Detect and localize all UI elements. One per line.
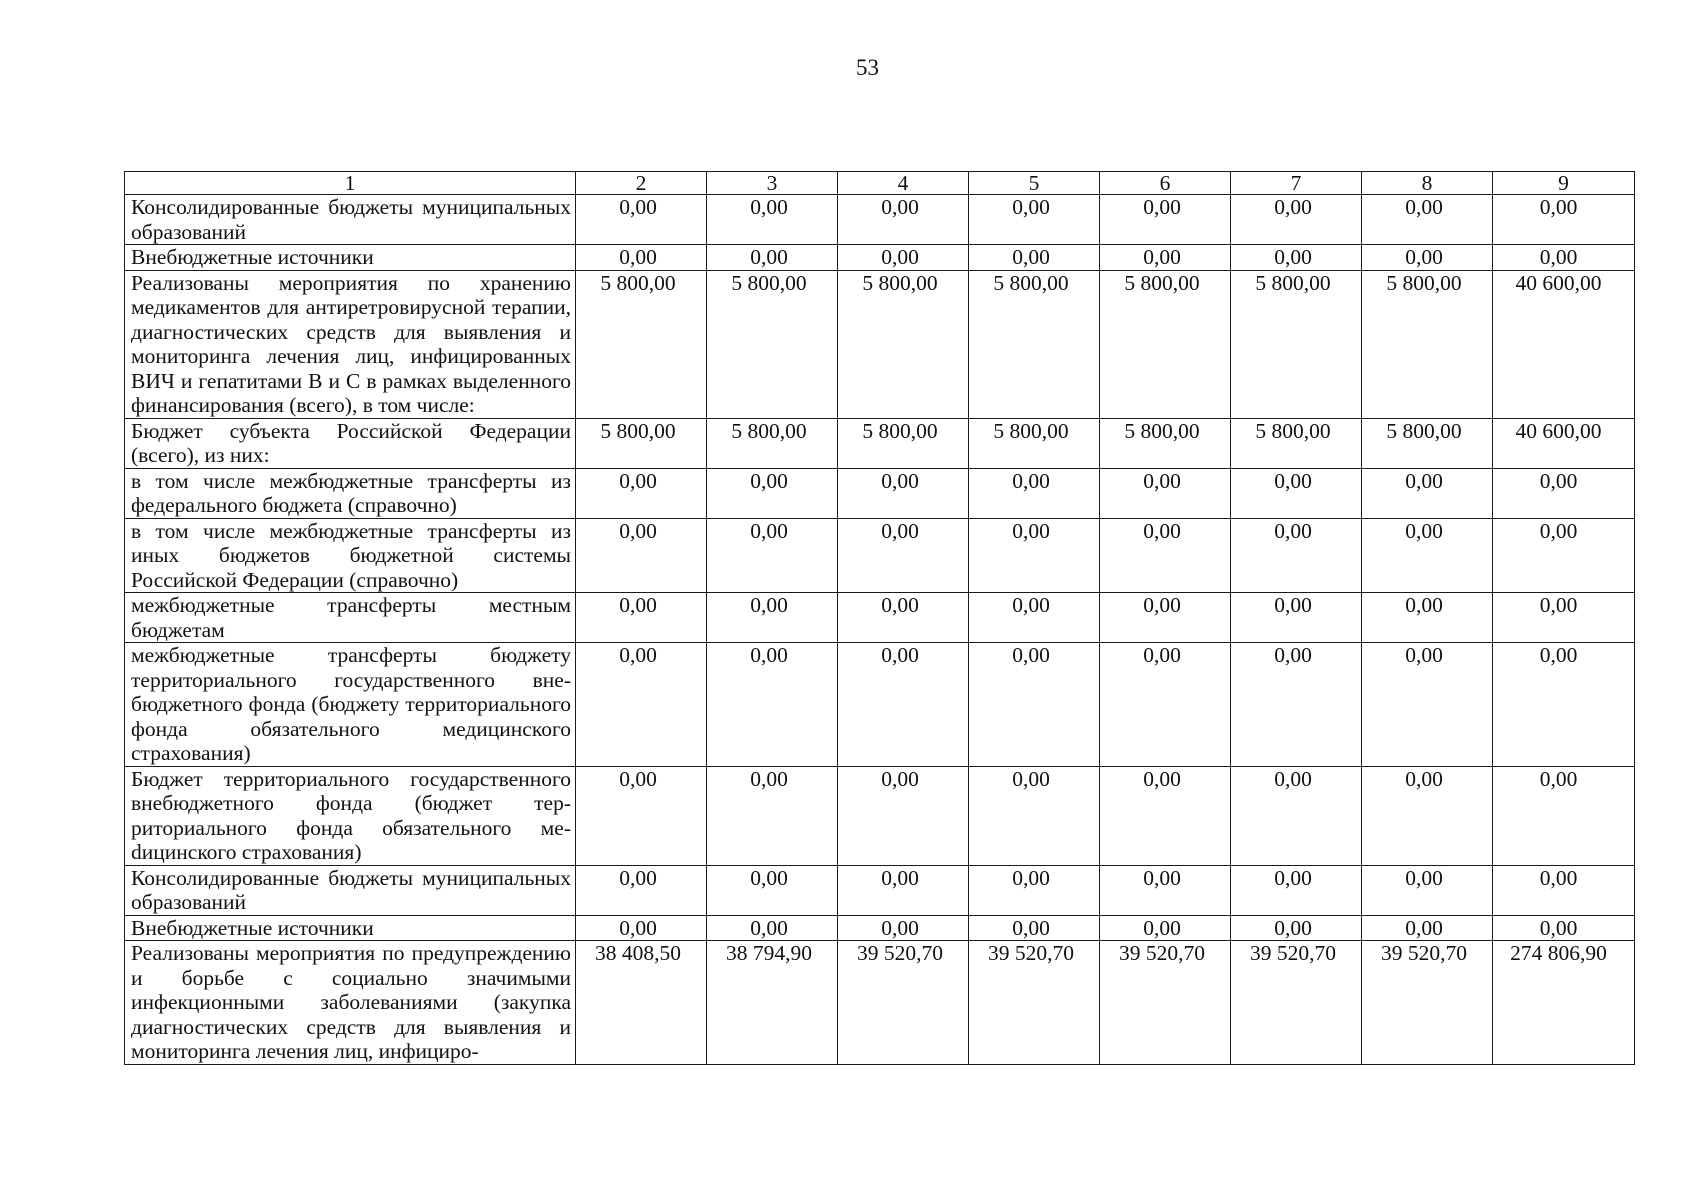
cell-value: 0,00	[1362, 468, 1493, 518]
cell-value: 0,00	[1100, 643, 1231, 767]
column-number: 7	[1231, 172, 1362, 195]
cell-value: 0,00	[969, 643, 1100, 767]
cell-value: 0,00	[969, 915, 1100, 941]
column-number: 6	[1100, 172, 1231, 195]
table-row	[125, 941, 1635, 1065]
cell-value: 0,00	[707, 643, 838, 767]
row-label: Консолидированные бюджеты муниципальных образований	[125, 195, 576, 245]
table-row	[125, 245, 1635, 271]
cell-value: 0,00	[838, 766, 969, 865]
column-number: 4	[838, 172, 969, 195]
cell-value: 0,00	[1362, 518, 1493, 593]
cell-value: 0,00	[1100, 195, 1231, 245]
cell-value: 0,00	[1100, 766, 1231, 865]
table-row	[125, 766, 1635, 865]
cell-value: 0,00	[1231, 766, 1362, 865]
cell-value: 39 520,70	[838, 941, 969, 1065]
cell-value: 5 800,00	[707, 270, 838, 418]
cell-value: 0,00	[969, 195, 1100, 245]
cell-value: 0,00	[707, 593, 838, 643]
row-label: в том числе межбюджетные трансферты из федерального бюджета (справочно)	[125, 468, 576, 518]
cell-value: 40 600,00	[1493, 270, 1635, 418]
cell-value: 5 800,00	[1362, 418, 1493, 468]
budget-table	[124, 171, 1635, 1065]
cell-value: 5 800,00	[576, 418, 707, 468]
cell-value: 5 800,00	[969, 270, 1100, 418]
column-number: 5	[969, 172, 1100, 195]
cell-value: 0,00	[576, 518, 707, 593]
cell-value: 0,00	[1362, 865, 1493, 915]
cell-value: 0,00	[707, 245, 838, 271]
cell-value: 0,00	[576, 593, 707, 643]
cell-value: 5 800,00	[1231, 270, 1362, 418]
table-row	[125, 418, 1635, 468]
cell-value: 0,00	[838, 245, 969, 271]
cell-value: 0,00	[1100, 865, 1231, 915]
cell-value: 5 800,00	[1362, 270, 1493, 418]
cell-value: 0,00	[969, 865, 1100, 915]
table-header	[125, 172, 1635, 195]
cell-value: 0,00	[1100, 518, 1231, 593]
cell-value: 0,00	[576, 195, 707, 245]
cell-value: 0,00	[707, 195, 838, 245]
page-number: 53	[856, 55, 879, 80]
cell-value: 0,00	[1493, 766, 1635, 865]
cell-value: 38 408,50	[576, 941, 707, 1065]
table-row	[125, 915, 1635, 941]
cell-value: 0,00	[1362, 195, 1493, 245]
column-number: 2	[576, 172, 707, 195]
cell-value: 39 520,70	[969, 941, 1100, 1065]
cell-value: 0,00	[1231, 915, 1362, 941]
cell-value: 0,00	[576, 245, 707, 271]
cell-value: 0,00	[707, 468, 838, 518]
row-label: Внебюджетные источники	[125, 245, 576, 271]
cell-value: 0,00	[969, 518, 1100, 593]
cell-value: 5 800,00	[707, 418, 838, 468]
cell-value: 0,00	[1493, 593, 1635, 643]
cell-value: 0,00	[1231, 518, 1362, 593]
cell-value: 40 600,00	[1493, 418, 1635, 468]
cell-value: 0,00	[707, 915, 838, 941]
cell-value: 0,00	[838, 518, 969, 593]
cell-value: 0,00	[838, 195, 969, 245]
cell-value: 0,00	[1362, 915, 1493, 941]
cell-value: 0,00	[576, 468, 707, 518]
cell-value: 5 800,00	[838, 418, 969, 468]
column-number-row	[125, 172, 1635, 195]
row-label: Консолидированные бюджеты муниципальных образований	[125, 865, 576, 915]
cell-value: 0,00	[1493, 245, 1635, 271]
cell-value: 0,00	[1362, 643, 1493, 767]
cell-value: 38 794,90	[707, 941, 838, 1065]
cell-value: 0,00	[1231, 643, 1362, 767]
cell-value: 0,00	[1362, 245, 1493, 271]
cell-value: 0,00	[969, 245, 1100, 271]
cell-value: 0,00	[1493, 865, 1635, 915]
cell-value: 0,00	[1100, 245, 1231, 271]
table-row	[125, 468, 1635, 518]
cell-value: 0,00	[1231, 468, 1362, 518]
cell-value: 0,00	[838, 865, 969, 915]
cell-value: 5 800,00	[1231, 418, 1362, 468]
column-number: 1	[125, 172, 576, 195]
cell-value: 0,00	[576, 915, 707, 941]
table-row	[125, 593, 1635, 643]
cell-value: 0,00	[1493, 468, 1635, 518]
cell-value: 0,00	[1493, 643, 1635, 767]
cell-value: 0,00	[838, 643, 969, 767]
cell-value: 0,00	[707, 865, 838, 915]
cell-value: 0,00	[1100, 593, 1231, 643]
cell-value: 0,00	[969, 593, 1100, 643]
cell-value: 39 520,70	[1231, 941, 1362, 1065]
table-body	[125, 195, 1635, 1065]
cell-value: 0,00	[576, 865, 707, 915]
cell-value: 0,00	[969, 468, 1100, 518]
cell-value: 0,00	[707, 518, 838, 593]
cell-value: 0,00	[576, 643, 707, 767]
table-row	[125, 270, 1635, 418]
row-label: Бюджет субъекта Российской Федерации (всего), из них:	[125, 418, 576, 468]
cell-value: 0,00	[1493, 915, 1635, 941]
row-label: Реализованы мероприятия по предупреждению и борьбе с социально значимыми инфекционными заболеваниями (закупка диагностических средств для выявления и мониторинга лечения лиц, инфициро-	[125, 941, 576, 1065]
cell-value: 0,00	[838, 593, 969, 643]
cell-value: 0,00	[838, 915, 969, 941]
cell-value: 0,00	[1362, 593, 1493, 643]
cell-value: 5 800,00	[838, 270, 969, 418]
cell-value: 0,00	[1493, 195, 1635, 245]
cell-value: 0,00	[1362, 766, 1493, 865]
row-label: Реализованы мероприятия по хранению медикаментов для антиретровирусной терапии, диагностических средств для выявления и мониторинга лечения лиц, инфицированных ВИЧ и гепатитами В и С в рамках выделенного финансирования (всего), в том числе:	[125, 270, 576, 418]
cell-value: 0,00	[1493, 518, 1635, 593]
column-number: 3	[707, 172, 838, 195]
cell-value: 39 520,70	[1362, 941, 1493, 1065]
cell-value: 0,00	[1231, 593, 1362, 643]
cell-value: 5 800,00	[1100, 270, 1231, 418]
column-number: 9	[1493, 172, 1635, 195]
cell-value: 0,00	[1100, 468, 1231, 518]
cell-value: 5 800,00	[969, 418, 1100, 468]
cell-value: 0,00	[576, 766, 707, 865]
row-label: межбюджетные трансферты местным бюджетам	[125, 593, 576, 643]
cell-value: 274 806,90	[1493, 941, 1635, 1065]
row-label: Внебюджетные источники	[125, 915, 576, 941]
table-row	[125, 195, 1635, 245]
cell-value: 0,00	[969, 766, 1100, 865]
cell-value: 0,00	[838, 468, 969, 518]
table-row	[125, 643, 1635, 767]
cell-value: 0,00	[1231, 245, 1362, 271]
cell-value: 5 800,00	[1100, 418, 1231, 468]
row-label: Бюджет территориального государственного внебюджетного фонда (бюджет территориального фонда обязательного меdицинского страхования)	[125, 766, 576, 865]
row-label: межбюджетные трансферты бюджету территориального государственного внебюджетного фонда (бюджету территориального фонда обязательного медицинского страхования)	[125, 643, 576, 767]
column-number: 8	[1362, 172, 1493, 195]
cell-value: 0,00	[707, 766, 838, 865]
cell-value: 0,00	[1100, 915, 1231, 941]
cell-value: 0,00	[1231, 865, 1362, 915]
cell-value: 5 800,00	[576, 270, 707, 418]
table-row	[125, 865, 1635, 915]
cell-value: 0,00	[1231, 195, 1362, 245]
row-label: в том числе межбюджетные трансферты из иных бюджетов бюджетной системы Российской Федерации (справочно)	[125, 518, 576, 593]
table-row	[125, 518, 1635, 593]
cell-value: 39 520,70	[1100, 941, 1231, 1065]
